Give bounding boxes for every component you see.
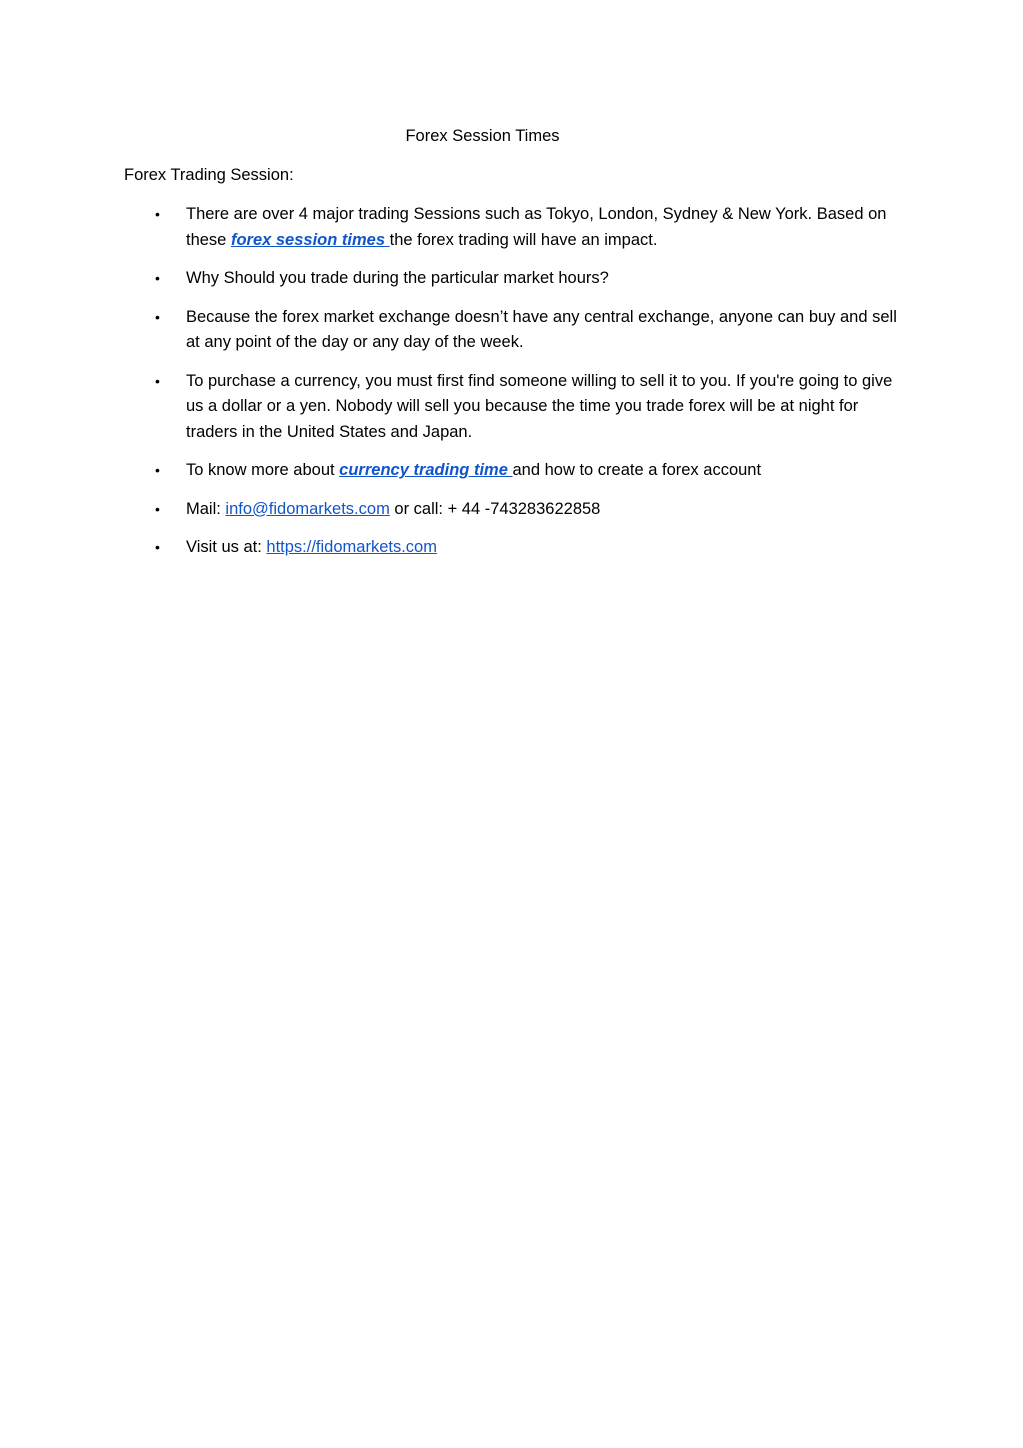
forex-session-times-link[interactable]: forex session times (230, 230, 390, 249)
bullet-text: or call: + 44 -743283622858 (389, 499, 601, 518)
list-item (124, 497, 899, 523)
bullet-icon: • (155, 462, 160, 478)
bullet-list (124, 202, 899, 574)
bullet-icon: • (155, 270, 160, 286)
list-item (124, 266, 899, 292)
website-link[interactable]: https://fidomarkets.com (266, 538, 437, 556)
bullet-text: Why Should you trade during the particular market hours? (186, 269, 609, 287)
bullet-text: To know more about (186, 461, 340, 479)
bullet-icon: • (155, 372, 160, 389)
document-title: Forex Session Times (405, 127, 560, 145)
section-heading: Forex Trading Session: (124, 166, 294, 184)
bullet-icon: • (155, 539, 160, 555)
list-item (124, 535, 899, 561)
currency-trading-time-link[interactable]: currency trading time (339, 461, 513, 479)
bullet-text: There are over 4 major trading Sessions such as Tokyo, London, Sydney & New York. Based on these (186, 205, 887, 249)
email-link[interactable]: info@fidomarkets.com (225, 499, 390, 518)
bullet-text: To purchase a currency, you must first find someone willing to sell it to you. If you're going to give us a dollar or a yen. Nobody will sell you because the time you trade forex will be at night for traders in the United States and Japan. (186, 371, 893, 441)
bullet-text: and how to create a forex account (512, 461, 762, 479)
bullet-icon: • (155, 500, 160, 517)
bullet-icon: • (155, 206, 160, 222)
list-item (124, 458, 899, 484)
bullet-icon: • (155, 308, 160, 325)
bullet-text: Visit us at: (186, 538, 267, 556)
list-item (124, 202, 899, 253)
bullet-text: Mail: (186, 499, 226, 518)
bullet-text: Because the forex market exchange doesn’t have any central exchange, anyone can buy and sell at any point of the day or any day of the week. (186, 307, 897, 351)
bullet-text: the forex trading will have an impact. (389, 230, 658, 249)
list-item (124, 369, 899, 446)
list-item (124, 305, 899, 356)
